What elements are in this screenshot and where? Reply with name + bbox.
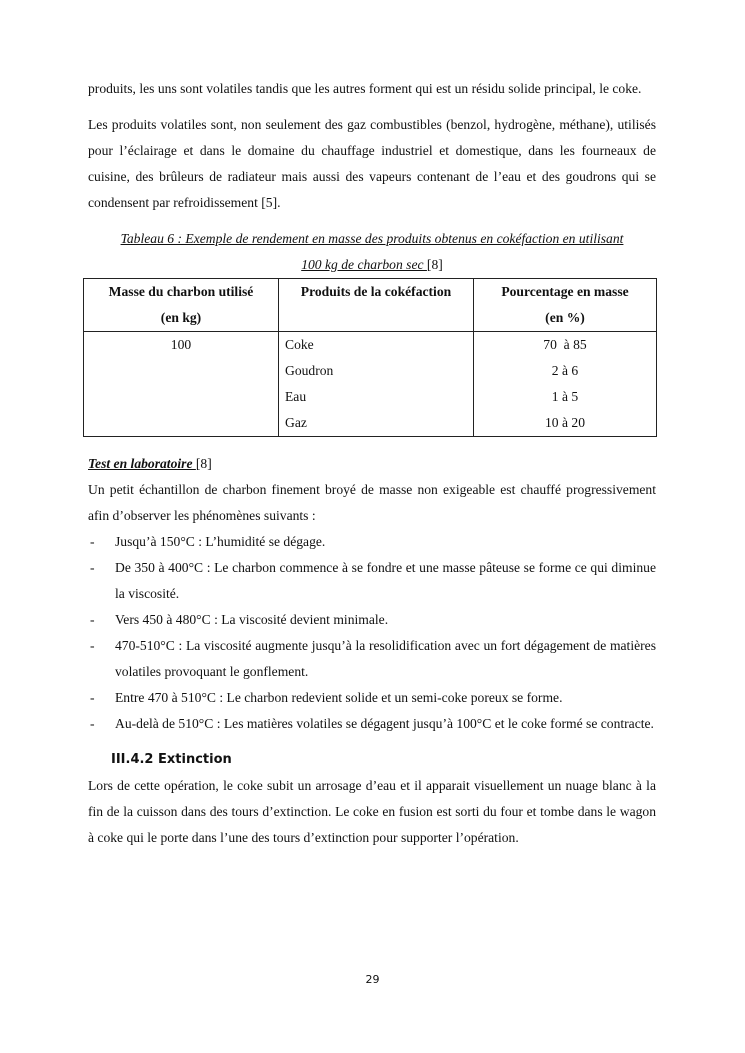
- table-caption-line1: Tableau 6 : Exemple de rendement en masse des produits obtenus en cokéfaction en utilisant: [120, 231, 624, 246]
- list-item: - Vers 450 à 480°C : La viscosité devient minimale.: [90, 612, 389, 627]
- list-item: - 470-510°C : La viscosité augmente jusqu’à la resolidification avec un fort dégagement de matières volatiles provoquant le gonflement.: [90, 638, 656, 679]
- product-coke: Coke: [285, 337, 314, 352]
- list-item: - Au-delà de 510°C : Les matières volatiles se dégagent jusqu’à 100°C et le coke formé se contracte.: [90, 716, 654, 731]
- list-item: - Entre 470 à 510°C : Le charbon redevient solide et un semi-coke poreux se forme.: [90, 690, 563, 705]
- section-paragraph: Lors de cette opération, le coke subit un arrosage d’eau et il apparait visuellement un nuage blanc à la fin de la cuisson dans des tours d’extinction. Le coke en fusion est sorti du four et tombe dans le wagon à coke qui le porte dans l’une des tours d’extinction pour supporter l’opération.: [88, 778, 656, 845]
- percent-coke: 70 à 85: [543, 337, 587, 352]
- product-gaz: Gaz: [285, 415, 307, 430]
- page-content: [88, 76, 656, 851]
- table-caption: [88, 226, 656, 278]
- page-number: 29: [365, 973, 380, 986]
- cell-products: [279, 332, 474, 437]
- cell-mass: 100: [84, 332, 279, 437]
- table-caption-line2: 100 kg de charbon sec [8]: [301, 257, 443, 272]
- percent-goudron: 2 à 6: [551, 363, 579, 378]
- table-header-row: [84, 279, 657, 332]
- paragraph-volatiles: Les produits volatiles sont, non seulement des gaz combustibles (benzol, hydrogène, méthane), utilisés pour l’éclairage et dans le domaine du chauffage industriel et domestique, dans les fourneaux de cuisine, des brûleurs de radiateur mais aussi des vapeurs contenant de l’eau et des goudrons qui se condensent par refroidissement [5].: [88, 117, 656, 210]
- list-item: - De 350 à 400°C : Le charbon commence à se fondre et une masse pâteuse se forme ce qui diminue la viscosité.: [90, 560, 656, 601]
- section-heading: III.4.2 Extinction: [111, 752, 232, 767]
- yield-table: [83, 278, 657, 437]
- lab-test-intro: Un petit échantillon de charbon finement broyé de masse non exigeable est chauffé progressivement afin d’observer les phénomènes suivants :: [88, 482, 656, 523]
- header-products: Produits de la cokéfaction: [279, 279, 474, 332]
- product-eau: Eau: [285, 389, 307, 404]
- percent-gaz: 10 à 20: [544, 415, 586, 430]
- cell-percentages: [474, 332, 657, 437]
- lab-test-ref: [8]: [195, 456, 212, 471]
- paragraph-intro: produits, les uns sont volatiles tandis que les autres forment qui est un résidu solide principal, le coke.: [88, 81, 642, 96]
- header-percentage: Pourcentage en masse (en %): [474, 279, 657, 332]
- table-body-row: [84, 332, 657, 437]
- lab-test-list: [88, 529, 656, 737]
- list-item: - Jusqu’à 150°C : L’humidité se dégage.: [90, 534, 326, 549]
- product-goudron: Goudron: [285, 363, 334, 378]
- table-caption-ref: [8]: [426, 257, 443, 272]
- percent-eau: 1 à 5: [551, 389, 579, 404]
- lab-test-title: Test en laboratoire [8]: [88, 456, 212, 471]
- header-mass: Masse du charbon utilisé (en kg): [84, 279, 279, 332]
